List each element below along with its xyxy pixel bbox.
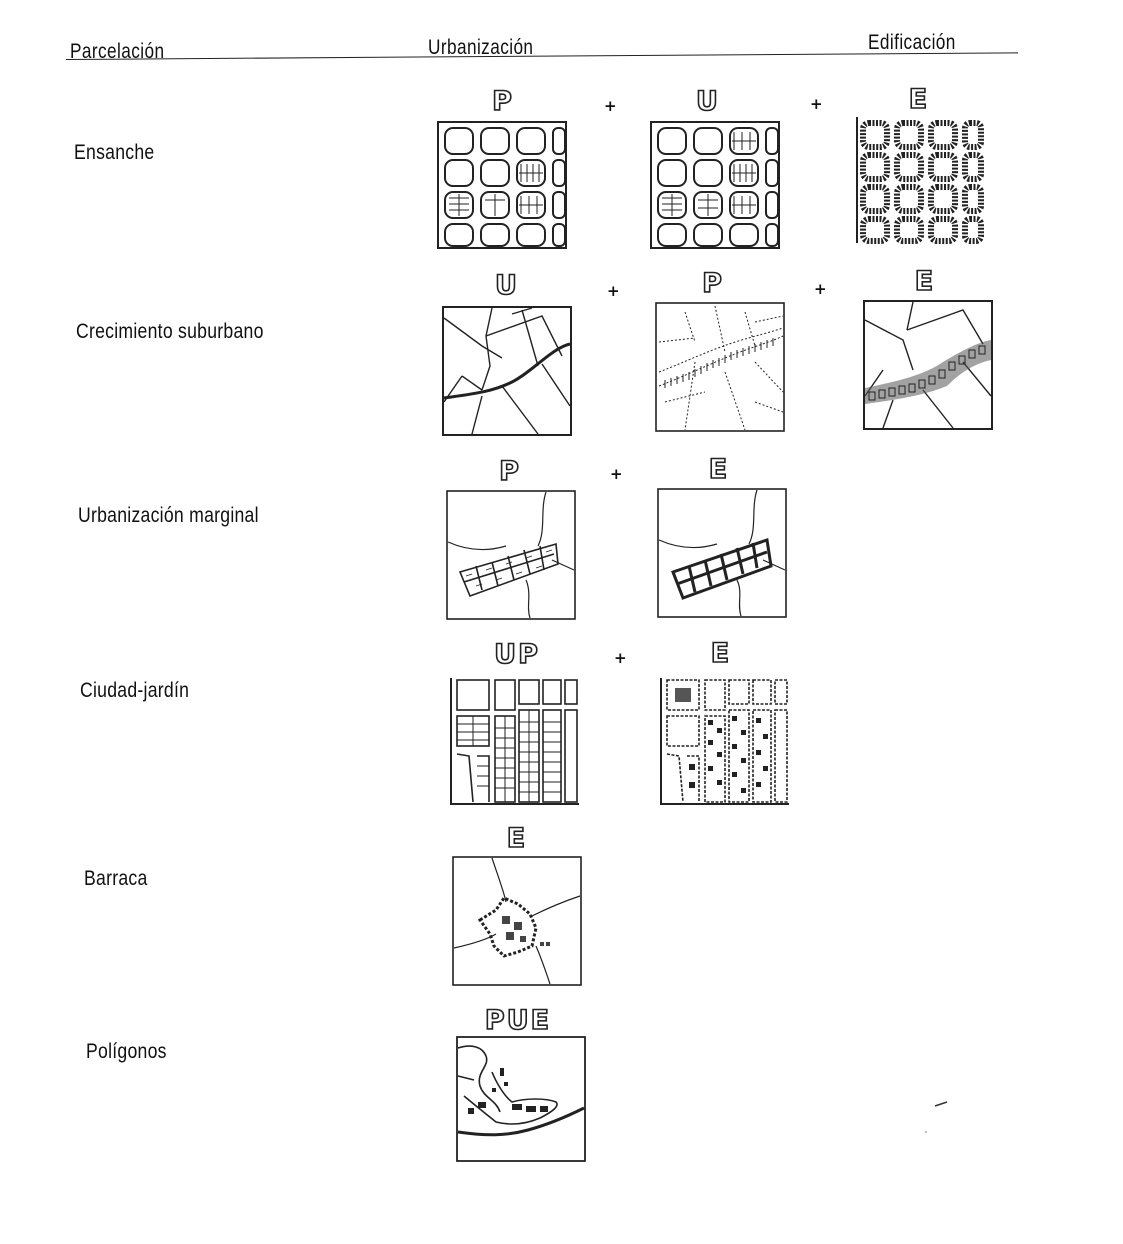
row-label-barraca: Barraca: [84, 867, 148, 890]
map-suburbano-parcelacion: [655, 302, 785, 432]
stray-marks: [925, 1100, 955, 1140]
code-letter: E: [908, 84, 930, 115]
plus-sign: +: [810, 95, 823, 113]
row-label-urbanizacion-marginal: Urbanización marginal: [78, 504, 259, 527]
plus-sign: +: [814, 280, 827, 298]
map-suburbano-edificacion: [863, 300, 993, 430]
code-letter: PUE: [484, 1005, 552, 1036]
header-urbanizacion: Urbanización: [428, 36, 534, 59]
plus-sign: +: [610, 465, 623, 483]
code-letter: P: [492, 86, 514, 117]
map-marginal-edificacion: [657, 488, 787, 618]
row-label-crecimiento-suburbano: Crecimiento suburbano: [76, 320, 264, 343]
code-letter: E: [708, 454, 730, 485]
map-ciudad-jardin-edificacion: [659, 676, 789, 806]
code-letter: U: [495, 270, 519, 301]
map-suburbano-urbanizacion: [442, 306, 572, 436]
map-ensanche-urbanizacion: [650, 120, 780, 250]
map-ensanche-parcelacion: [437, 120, 567, 250]
code-letter: U: [696, 86, 720, 117]
plus-sign: +: [614, 649, 627, 667]
code-letter: E: [914, 266, 936, 297]
row-label-ciudad-jardin: Ciudad-jardín: [80, 679, 190, 702]
map-ciudad-jardin-up: [449, 676, 579, 806]
plus-sign: +: [604, 97, 617, 115]
code-letter: E: [710, 638, 732, 669]
code-letter: P: [499, 456, 521, 487]
map-barraca-edificacion: [452, 856, 582, 986]
map-marginal-parcelacion: [446, 490, 576, 620]
row-label-ensanche: Ensanche: [74, 141, 155, 164]
header-parcelacion: Parcelación: [70, 40, 165, 63]
code-letter: UP: [494, 639, 540, 670]
header-edificacion: Edificación: [868, 31, 956, 54]
header-rule: [66, 52, 1018, 60]
plus-sign: +: [607, 282, 620, 300]
code-letter: E: [506, 823, 528, 854]
map-poligonos-pue: [456, 1036, 586, 1166]
row-label-poligonos: Polígonos: [86, 1040, 167, 1063]
code-letter: P: [702, 268, 724, 299]
map-ensanche-edificacion: [855, 115, 985, 245]
